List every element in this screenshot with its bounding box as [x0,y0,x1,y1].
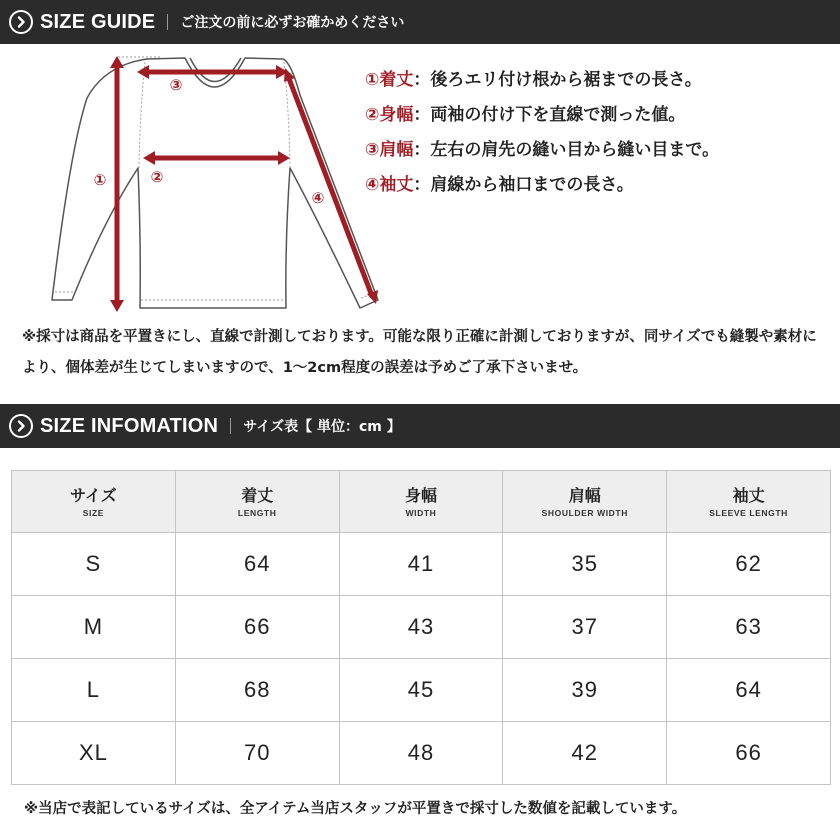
table-cell: M [12,596,176,659]
table-cell: 42 [503,722,667,785]
table-row [12,596,831,659]
table-cell: 63 [667,596,831,659]
table-cell: S [12,533,176,596]
marker-sleeve: ④ [311,189,325,207]
size-guide-title: SIZE GUIDE [40,10,156,33]
table-cell: 64 [667,659,831,722]
chevron-right-icon [9,414,33,438]
size-table [11,470,831,785]
size-info-subtitle: サイズ表【 単位：cm 】 [243,419,401,435]
table-cell: L [12,659,176,722]
header-divider [230,418,231,434]
shirt-diagram [0,44,400,324]
table-cell: 41 [339,533,503,596]
footer-note: ※当店で表記しているサイズは、全アイテム当店スタッフが平置きで採寸した数値を記載しています。 [24,801,687,817]
marker-shoulder: ③ [169,76,183,94]
table-row [12,722,831,785]
table-cell: 35 [503,533,667,596]
size-info-header [0,404,840,448]
table-cell: 68 [175,659,339,722]
table-cell: 70 [175,722,339,785]
table-row [12,533,831,596]
size-guide-header [0,0,840,44]
legend-desc: ：両袖の付け下を直線で測った値。 [413,105,686,125]
table-row [12,659,831,722]
marker-width: ② [150,168,164,186]
legend-item [365,60,719,95]
column-header-width: 身幅 WIDTH [339,471,503,533]
legend-desc: ：左右の肩先の縫い目から縫い目まで。 [413,140,720,160]
column-header-shoulder: 肩幅 SHOULDER WIDTH [503,471,667,533]
legend-desc: ：後ろエリ付け根から裾までの長さ。 [413,70,702,90]
legend-desc: ：肩線から袖口までの長さ。 [413,175,634,195]
legend-key: ②身幅 [365,105,414,125]
marker-length: ① [93,171,107,189]
column-header-size: サイズ SIZE [12,471,176,533]
measurement-note: ※採寸は商品を平置きにし、直線で計測しております。可能な限り正確に計測しておりますが、同サイズでも縫製や素材により、個体差が生じてしまいますので、1〜2cm程度の誤差は予めご了承下さいませ。 [22,329,817,376]
legend-item [365,130,719,165]
table-cell: 37 [503,596,667,659]
table-header-row [12,471,831,533]
table-cell: 66 [667,722,831,785]
table-cell: 64 [175,533,339,596]
table-cell: 39 [503,659,667,722]
legend-key: ①着丈 [365,70,414,90]
legend-item [365,95,719,130]
chevron-right-icon [9,10,33,34]
header-divider [167,14,168,30]
table-cell: XL [12,722,176,785]
table-cell: 62 [667,533,831,596]
measurement-legend [365,60,719,200]
table-cell: 48 [339,722,503,785]
table-cell: 43 [339,596,503,659]
table-cell: 66 [175,596,339,659]
legend-key: ④袖丈 [365,175,414,195]
column-header-sleeve: 袖丈 SLEEVE LENGTH [667,471,831,533]
legend-item [365,165,719,200]
legend-key: ③肩幅 [365,140,414,160]
column-header-length: 着丈 LENGTH [175,471,339,533]
size-guide-subtitle: ご注文の前に必ずお確かめください [180,15,405,31]
table-cell: 45 [339,659,503,722]
size-info-title: SIZE INFOMATION [40,414,219,437]
